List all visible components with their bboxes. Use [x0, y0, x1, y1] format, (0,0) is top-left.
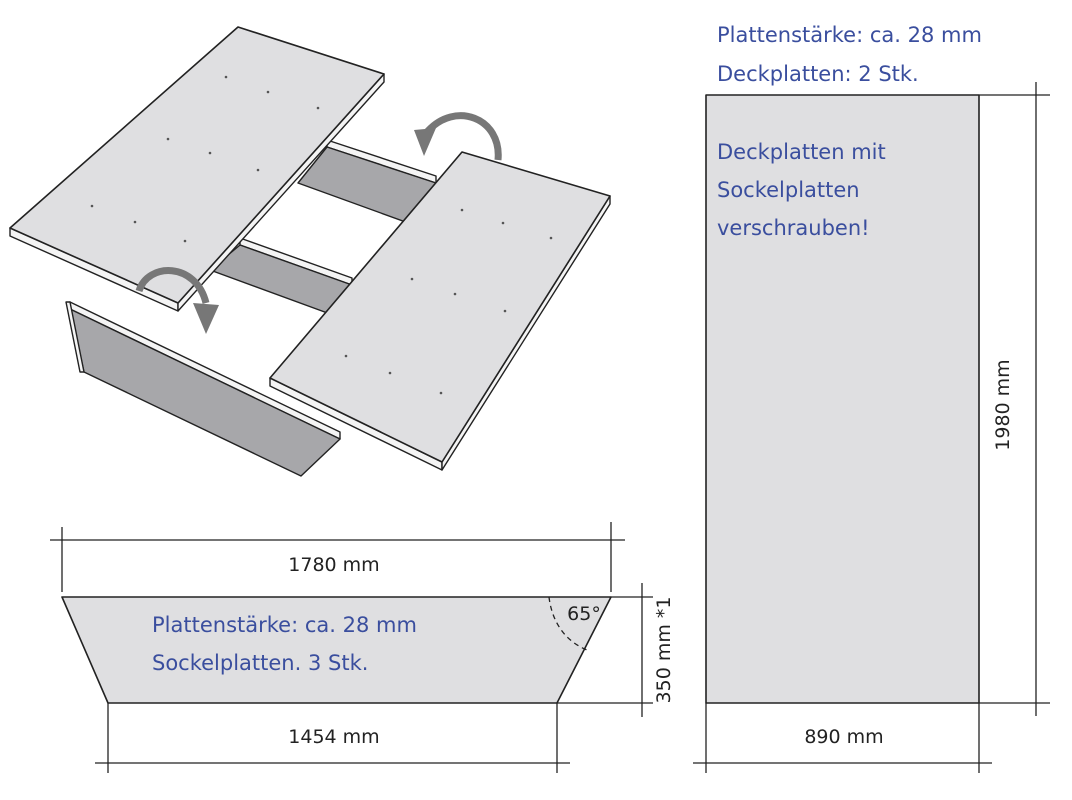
deck-dim-width: 890 mm [804, 726, 884, 748]
sockel-dim-height: 350 mm *1 [653, 596, 675, 704]
flip-arrow-top [414, 116, 498, 160]
deck-count: Deckplatten: 2 Stk. [717, 62, 919, 86]
deck-note-line3: verschrauben! [717, 216, 870, 240]
assembly-illustration [10, 27, 610, 476]
sockel-dim-top: 1780 mm [288, 554, 380, 576]
deck-note-line2: Sockelplatten [717, 178, 860, 202]
deck-dim-height: 1980 mm [992, 359, 1014, 451]
sockel-dim-bottom: 1454 mm [288, 726, 380, 748]
sockel-thickness: Plattenstärke: ca. 28 mm [152, 613, 417, 637]
deck-thickness: Plattenstärke: ca. 28 mm [717, 23, 982, 47]
deck-plate-drawing [693, 23, 1050, 773]
deck-note-line1: Deckplatten mit [717, 140, 886, 164]
sockel-count: Sockelplatten. 3 Stk. [152, 651, 369, 675]
sockel-plate-drawing [50, 522, 675, 773]
sockel-angle: 65° [567, 603, 601, 625]
